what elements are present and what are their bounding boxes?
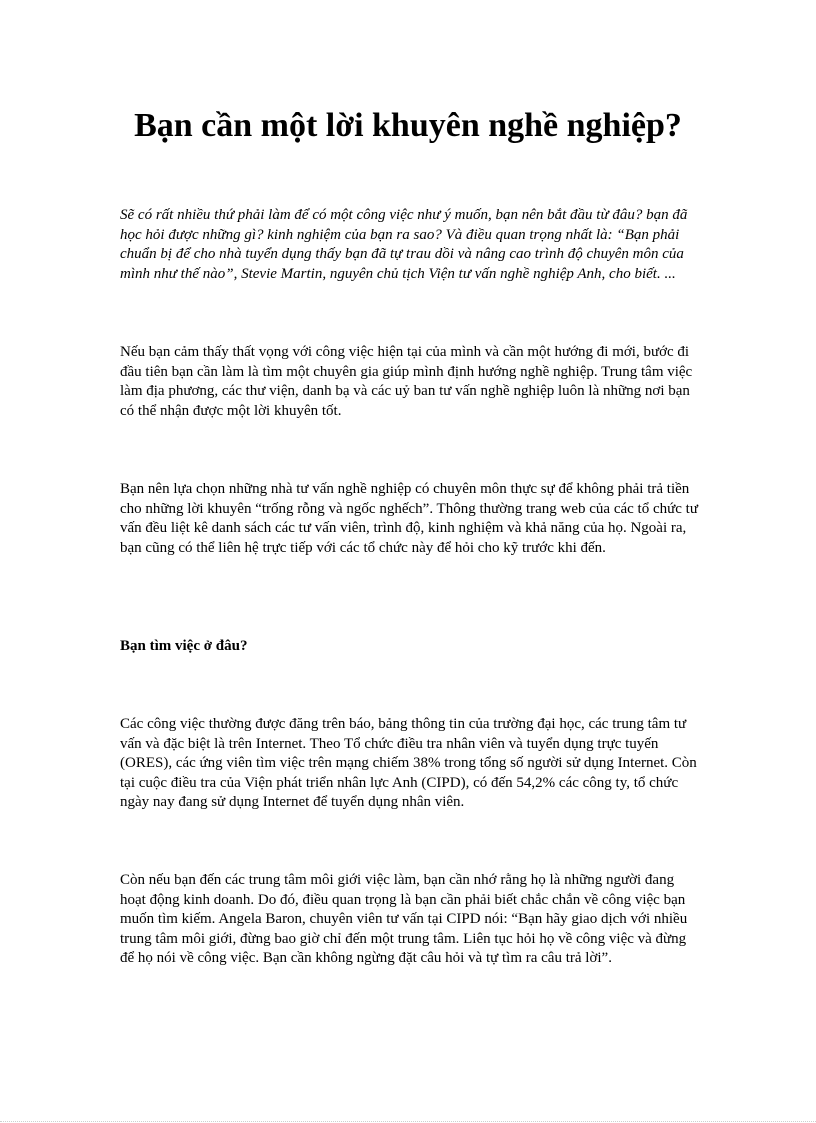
body-paragraph-2: Bạn nên lựa chọn những nhà tư vấn nghề nghiệp có chuyên môn thực sự để không phải trả tiền cho những lời khuyên “trống rỗng và ngốc nghếch”. Thông thường trang web của các tổ chức tư vấn đều liệt kê danh sách các tư vấn viên, trình độ, kinh nghiệm và khả năng của họ. Ngoài ra, bạn cũng có thể liên hệ trực tiếp với các tổ chức này để hỏi cho kỹ trước khi đến. — [120, 481, 698, 556]
body-paragraph-1: Nếu bạn cảm thấy thất vọng với công việc hiện tại của mình và cần một hướng đi mới, bước đi đầu tiên bạn cần làm là tìm một chuyên gia giúp mình định hướng nghề nghiệp. Trung tâm việc làm địa phương, các thư viện, danh bạ và các uỷ ban tư vấn nghề nghiệp luôn là những nơi bạn có thể nhận được một lời khuyên tốt. — [120, 344, 693, 419]
body-paragraph-4: Còn nếu bạn đến các trung tâm môi giới việc làm, bạn cần nhớ rằng họ là những người đang hoạt động kinh doanh. Do đó, điều quan trọng là bạn cần phải biết chắc chắn về công việc bạn muốn tìm kiếm. Angela Baron, chuyên viên tư vấn tại CIPD nói: “Bạn hãy giao dịch với nhiều trung tâm môi giới, đừng bao giờ chỉ đến một trung tâm. Liên tục hỏi họ về công việc và đừng để họ nói về công việc. Bạn cần không ngừng đặt câu hỏi và tự tìm ra câu trả lời”. — [120, 872, 688, 967]
page-bottom-divider — [0, 1121, 816, 1122]
section-heading-job-search: Bạn tìm việc ở đâu? — [120, 638, 248, 654]
body-paragraph-3: Các công việc thường được đăng trên báo, bảng thông tin của trường đại học, các trung tâm tư vấn và đặc biệt là trên Internet. Theo Tổ chức điều tra nhân viên và tuyển dụng trực tuyến (ORES), các ứng viên tìm việc trên mạng chiếm 38% trong tổng số người sử dụng Internet. Còn tại cuộc điều tra của Viện phát triển nhân lực Anh (CIPD), có đến 54,2% các công ty, tổ chức ngày nay đang sử dụng Internet để tuyển dụng nhân viên. — [120, 716, 697, 811]
lede-paragraph: Sẽ có rất nhiều thứ phải làm để có một công việc như ý muốn, bạn nên bắt đầu từ đâu? bạn đã học hỏi được những gì? kinh nghiệm của bạn ra sao? Và điều quan trọng nhất là: “Bạn phải chuẩn bị để cho nhà tuyển dụng thấy bạn đã tự trau dồi và nâng cao trình độ chuyên môn của mình như thế nào”, Stevie Martin, nguyên chủ tịch Viện tư vấn nghề nghiệp Anh, cho biết. ... — [120, 207, 688, 282]
document-title: Bạn cần một lời khuyên nghề nghiệp? — [134, 107, 682, 144]
